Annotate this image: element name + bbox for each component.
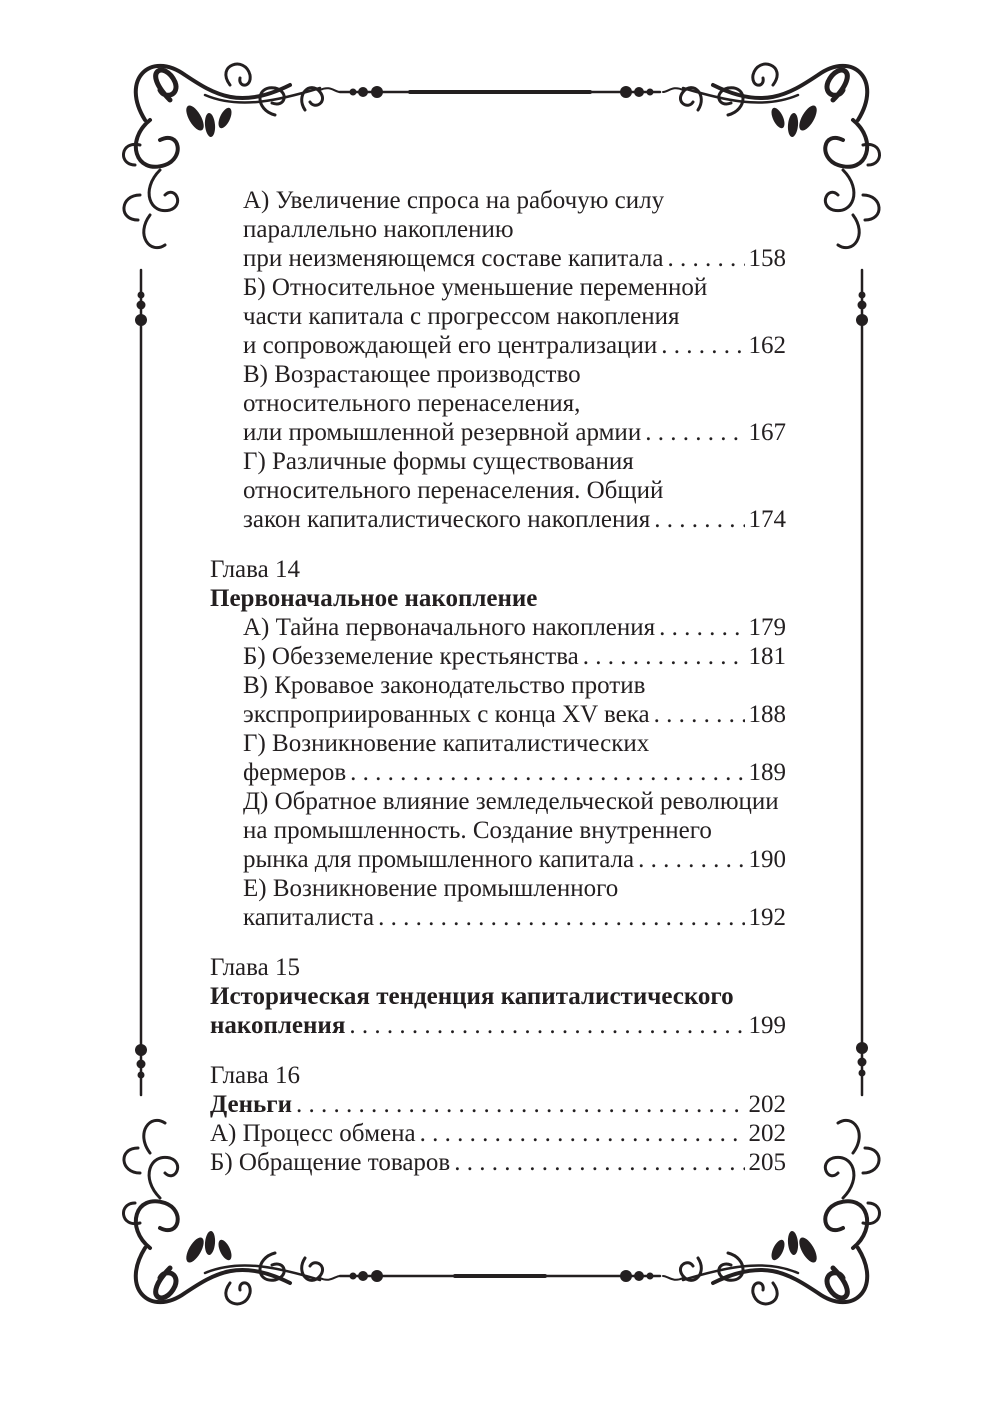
dot-leader (296, 1090, 745, 1119)
dot-leader (638, 845, 744, 874)
toc-entry-v-167[interactable]: или промышленной резервной армии . . . 167 (210, 418, 786, 447)
dot-leader (645, 418, 744, 447)
toc-entry-a-158[interactable]: при неизменяющемся составе капитала . . . 158 (210, 244, 786, 273)
page-number: 188 (748, 701, 786, 728)
page-number: 190 (748, 846, 786, 873)
toc-entry-line: В) Возрастающее производство (243, 361, 581, 388)
toc-entry-192[interactable]: капиталиста . . . 192 (210, 903, 786, 932)
page-number: 205 (748, 1149, 786, 1176)
dot-leader (454, 1148, 744, 1177)
toc-entry-189[interactable]: фермеров . . . 189 (210, 758, 786, 787)
dot-leader (420, 1119, 745, 1148)
page-number: 189 (748, 759, 786, 786)
toc-entry-line: относительного перенаселения. Общий (243, 477, 664, 504)
toc-entry-line: Б) Относительное уменьшение переменной (243, 274, 708, 301)
toc-entry-line: Г) Различные формы существования (243, 448, 634, 475)
dot-leader (667, 244, 744, 273)
toc-entry-g-174[interactable]: закон капиталистического накопления . . . 174 (210, 505, 786, 534)
toc-entry-188[interactable]: экспроприированных с конца XV века . . . 188 (210, 700, 786, 729)
dot-leader (654, 505, 744, 534)
table-of-contents (210, 186, 786, 1177)
page-number: 199 (748, 1012, 786, 1039)
dot-leader (378, 903, 744, 932)
dot-leader (350, 758, 744, 787)
chapter-label: Глава 16 (210, 1062, 300, 1089)
toc-entry-line: части капитала с прогрессом накопления (243, 303, 680, 330)
chapter-label: Глава 14 (210, 556, 300, 583)
page-number: 162 (748, 332, 786, 359)
toc-entry-line: Д) Обратное влияние земледельческой революции (243, 788, 779, 815)
page-number: 202 (748, 1120, 786, 1147)
toc-entry-205[interactable]: Б) Обращение товаров . . . 205 (210, 1148, 786, 1177)
toc-entry-line: параллельно накоплению (243, 216, 514, 243)
toc-entry-line: Г) Возникновение капиталистических (243, 730, 650, 757)
dot-leader (661, 331, 744, 360)
page-number: 202 (748, 1091, 786, 1118)
toc-entry-line: на промышленность. Создание внутреннего (243, 817, 712, 844)
toc-entry-b-162[interactable]: и сопровождающей его централизации . . . 162 (210, 331, 786, 360)
page-number: 174 (748, 506, 786, 533)
dot-leader (349, 1011, 744, 1040)
chapter-label: Глава 15 (210, 954, 300, 981)
dot-leader (659, 613, 744, 642)
toc-entry-179[interactable]: А) Тайна первоначального накопления . . . 179 (210, 613, 786, 642)
chapter-title-202[interactable]: Деньги . . . 202 (210, 1090, 786, 1119)
toc-entry-line: А) Увеличение спроса на рабочую силу (243, 187, 665, 214)
chapter-title[interactable]: Первоначальное накопление (210, 585, 538, 612)
chapter-title-199[interactable]: накопления . . . 199 (210, 1011, 786, 1040)
page-number: 181 (748, 643, 786, 670)
page-number: 167 (748, 419, 786, 446)
toc-entry-line: В) Кровавое законодательство против (243, 672, 646, 699)
toc-entry-line: Е) Возникновение промышленного (243, 875, 619, 902)
toc-entry-line: относительного перенаселения, (243, 390, 581, 417)
dot-leader (654, 700, 745, 729)
dot-leader (583, 642, 745, 671)
toc-entry-190[interactable]: рынка для промышленного капитала . . . 190 (210, 845, 786, 874)
page-number: 192 (748, 904, 786, 931)
page-number: 179 (748, 614, 786, 641)
toc-entry-181[interactable]: Б) Обезземеление крестьянства . . . 181 (210, 642, 786, 671)
toc-entry-202[interactable]: А) Процесс обмена . . . 202 (210, 1119, 786, 1148)
chapter-title-line: Историческая тенденция капиталистического (210, 983, 734, 1010)
page-number: 158 (748, 245, 786, 272)
